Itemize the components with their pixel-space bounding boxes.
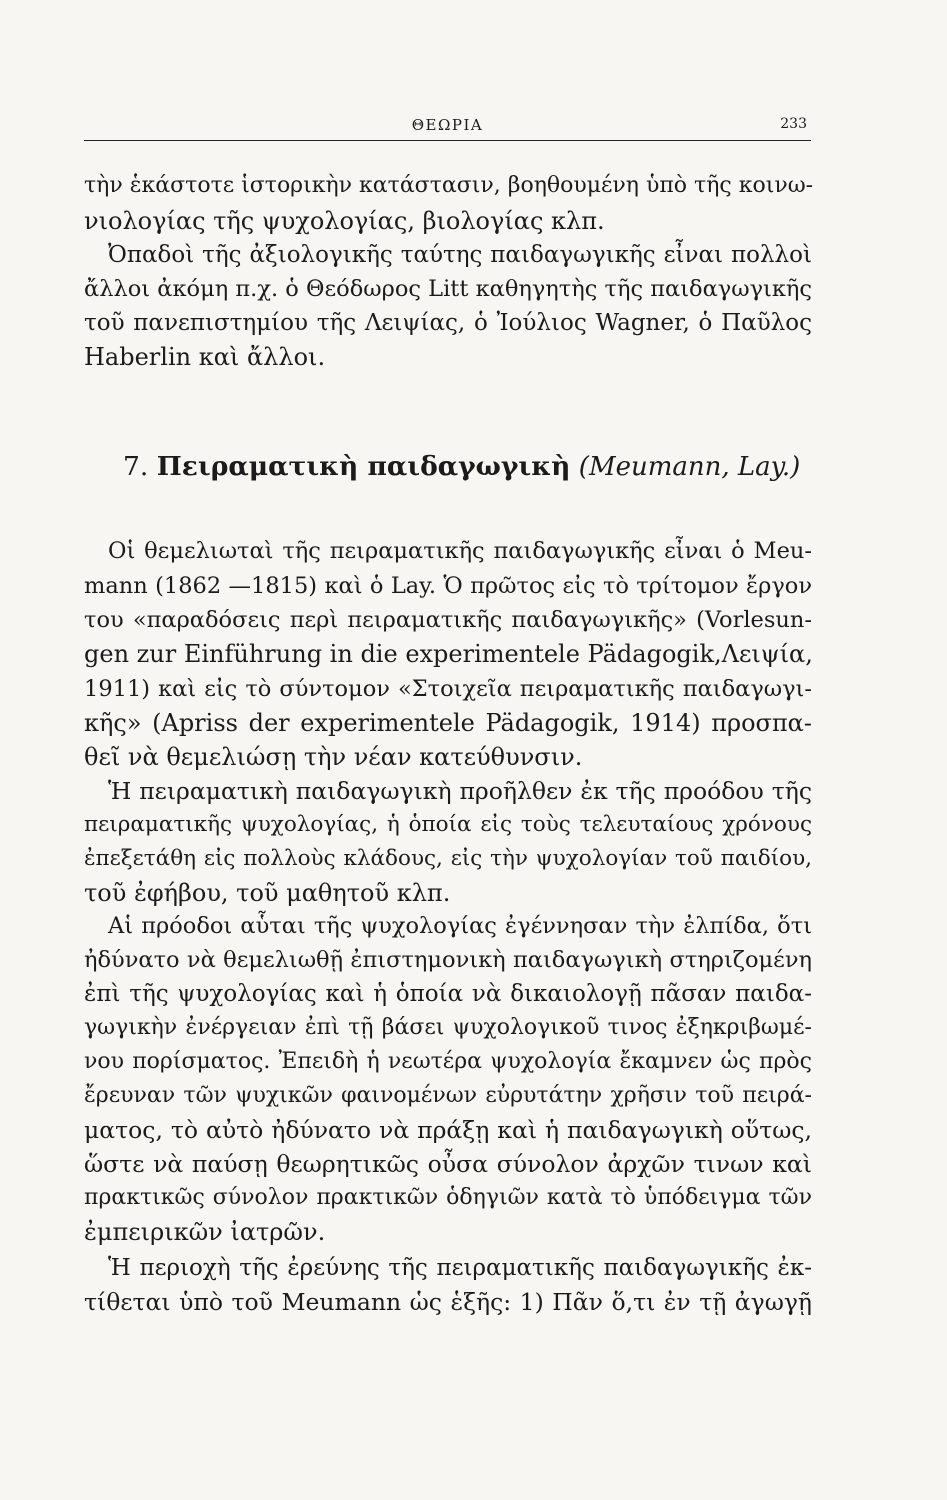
text-line: θεῖ νὰ θεμελιώσῃ τὴν νέαν κατεύθυνσιν.	[84, 743, 583, 771]
text-line: Ἡ περιοχὴ τῆς ἐρεύνης τῆς πειραματικῆς παιδαγωγικῆς ἐκ-	[108, 1255, 812, 1281]
text-line: ἐπὶ τῆς ψυχολογίας καὶ ἡ ὁποία νὰ δικαιολογῇ πᾶσαν παιδα-	[84, 981, 812, 1007]
text-line: ἔρευναν τῶν ψυχικῶν φαινομένων εὐρυτάτην χρῆσιν τοῦ πειρά-	[84, 1083, 812, 1108]
text-line: Αἱ πρόοδοι αὗται τῆς ψυχολογίας ἐγέννησαν τὴν ἐλπίδα, ὅτι	[108, 913, 812, 939]
section-heading	[123, 447, 803, 487]
text-line: νιολογίας τῆς ψυχολογίας, βιολογίας κλπ.	[84, 207, 605, 235]
text-line: νου πορίσματος. Ἐπειδὴ ἡ νεωτέρα ψυχολογία ἔκαμνεν ὡς πρὸς	[84, 1049, 812, 1074]
text-line: τοῦ ἐφήβου, τοῦ μαθητοῦ κλπ.	[84, 879, 451, 907]
section-authors: (Meumann, Lay.)	[578, 452, 801, 482]
text-line: mann (1862 —1815) καὶ ὁ Lay. Ὁ πρῶτος εἰς τὸ τρίτομον ἔργον	[84, 573, 812, 599]
text-line: 1911) καὶ εἰς τὸ σύντομον «Στοιχεῖα πειραματικῆς παιδαγωγι-	[84, 676, 812, 702]
text-line: ματος, τὸ αὐτὸ ἠδύνατο νὰ πράξῃ καὶ ἡ παιδαγωγικὴ οὕτως,	[84, 1116, 812, 1144]
text-line: τοῦ πανεπιστημίου τῆς Λειψίας, ὁ Ἰούλιος Wagner, ὁ Παῦλος	[84, 310, 812, 336]
text-line: γωγικὴν ἐνέργειαν ἐπὶ τῇ βάσει ψυχολογικοῦ τινος ἐξηκριβωμέ-	[84, 1015, 812, 1040]
text-line: πειραματικῆς ψυχολογίας, ἡ ὁποία εἰς τοὺς τελευταίους χρόνους	[84, 812, 812, 837]
text-line: τίθεται ὑπὸ τοῦ Meumann ὡς ἑξῆς: 1) Πᾶν ὅ,τι ἐν τῇ ἀγωγῇ	[84, 1288, 812, 1316]
text-line: κῆς» (Apriss der experimentele Pädagogik, 1914) προσπα-	[84, 709, 812, 737]
section-number: 7.	[123, 451, 149, 482]
text-line: Haberlin καὶ ἄλλοι.	[84, 343, 326, 371]
text-line: Οἱ θεμελιωταὶ τῆς πειραματικῆς παιδαγωγικῆς εἶναι ὁ Meu-	[108, 538, 812, 564]
text-line: του «παραδόσεις περὶ πειραματικῆς παιδαγωγικῆς» (Vorlesun-	[84, 607, 812, 633]
text-line: τὴν ἑκάστοτε ἱστορικὴν κατάστασιν, βοηθουμένη ὑπὸ τῆς κοινω-	[84, 173, 814, 198]
text-line: ἠδύνατο νὰ θεμελιωθῇ ἐπιστημονικὴ παιδαγωγικὴ στηριζομένη	[84, 947, 812, 973]
text-line: ἐπεξετάθη εἰς πολλοὺς κλάδους, εἰς τὴν ψυχολογίαν τοῦ παιδίου,	[84, 846, 812, 871]
text-line: ὥστε νὰ παύσῃ θεωρητικῶς οὖσα σύνολον ἀρχῶν τινων καὶ	[84, 1150, 812, 1178]
section-title: Πειραματικὴ παιδαγωγικὴ	[156, 451, 571, 482]
page-number: 233	[780, 116, 807, 132]
text-line: ἄλλοι ἀκόμη π.χ. ὁ Θεόδωρος Litt καθηγητὴς τῆς παιδαγωγικῆς	[84, 276, 812, 302]
text-line: gen zur Einführung in die experimentele Pädagogik,Λειψία,	[84, 640, 813, 668]
text-line: πρακτικῶς σύνολον πρακτικῶν ὁδηγιῶν κατὰ τὸ ὑπόδειγμα τῶν	[84, 1185, 812, 1210]
text-line: ἐμπειρικῶν ἰατρῶν.	[84, 1218, 326, 1246]
running-title: ΘΕΩΡΙΑ	[411, 116, 484, 134]
text-line: Ἡ πειραματικὴ παιδαγωγικὴ προῆλθεν ἐκ τῆς προόδου τῆς	[108, 777, 812, 805]
text-line: Ὀπαδοὶ τῆς ἀξιολογικῆς ταύτης παιδαγωγικῆς εἶναι πολλοὶ	[108, 242, 812, 268]
